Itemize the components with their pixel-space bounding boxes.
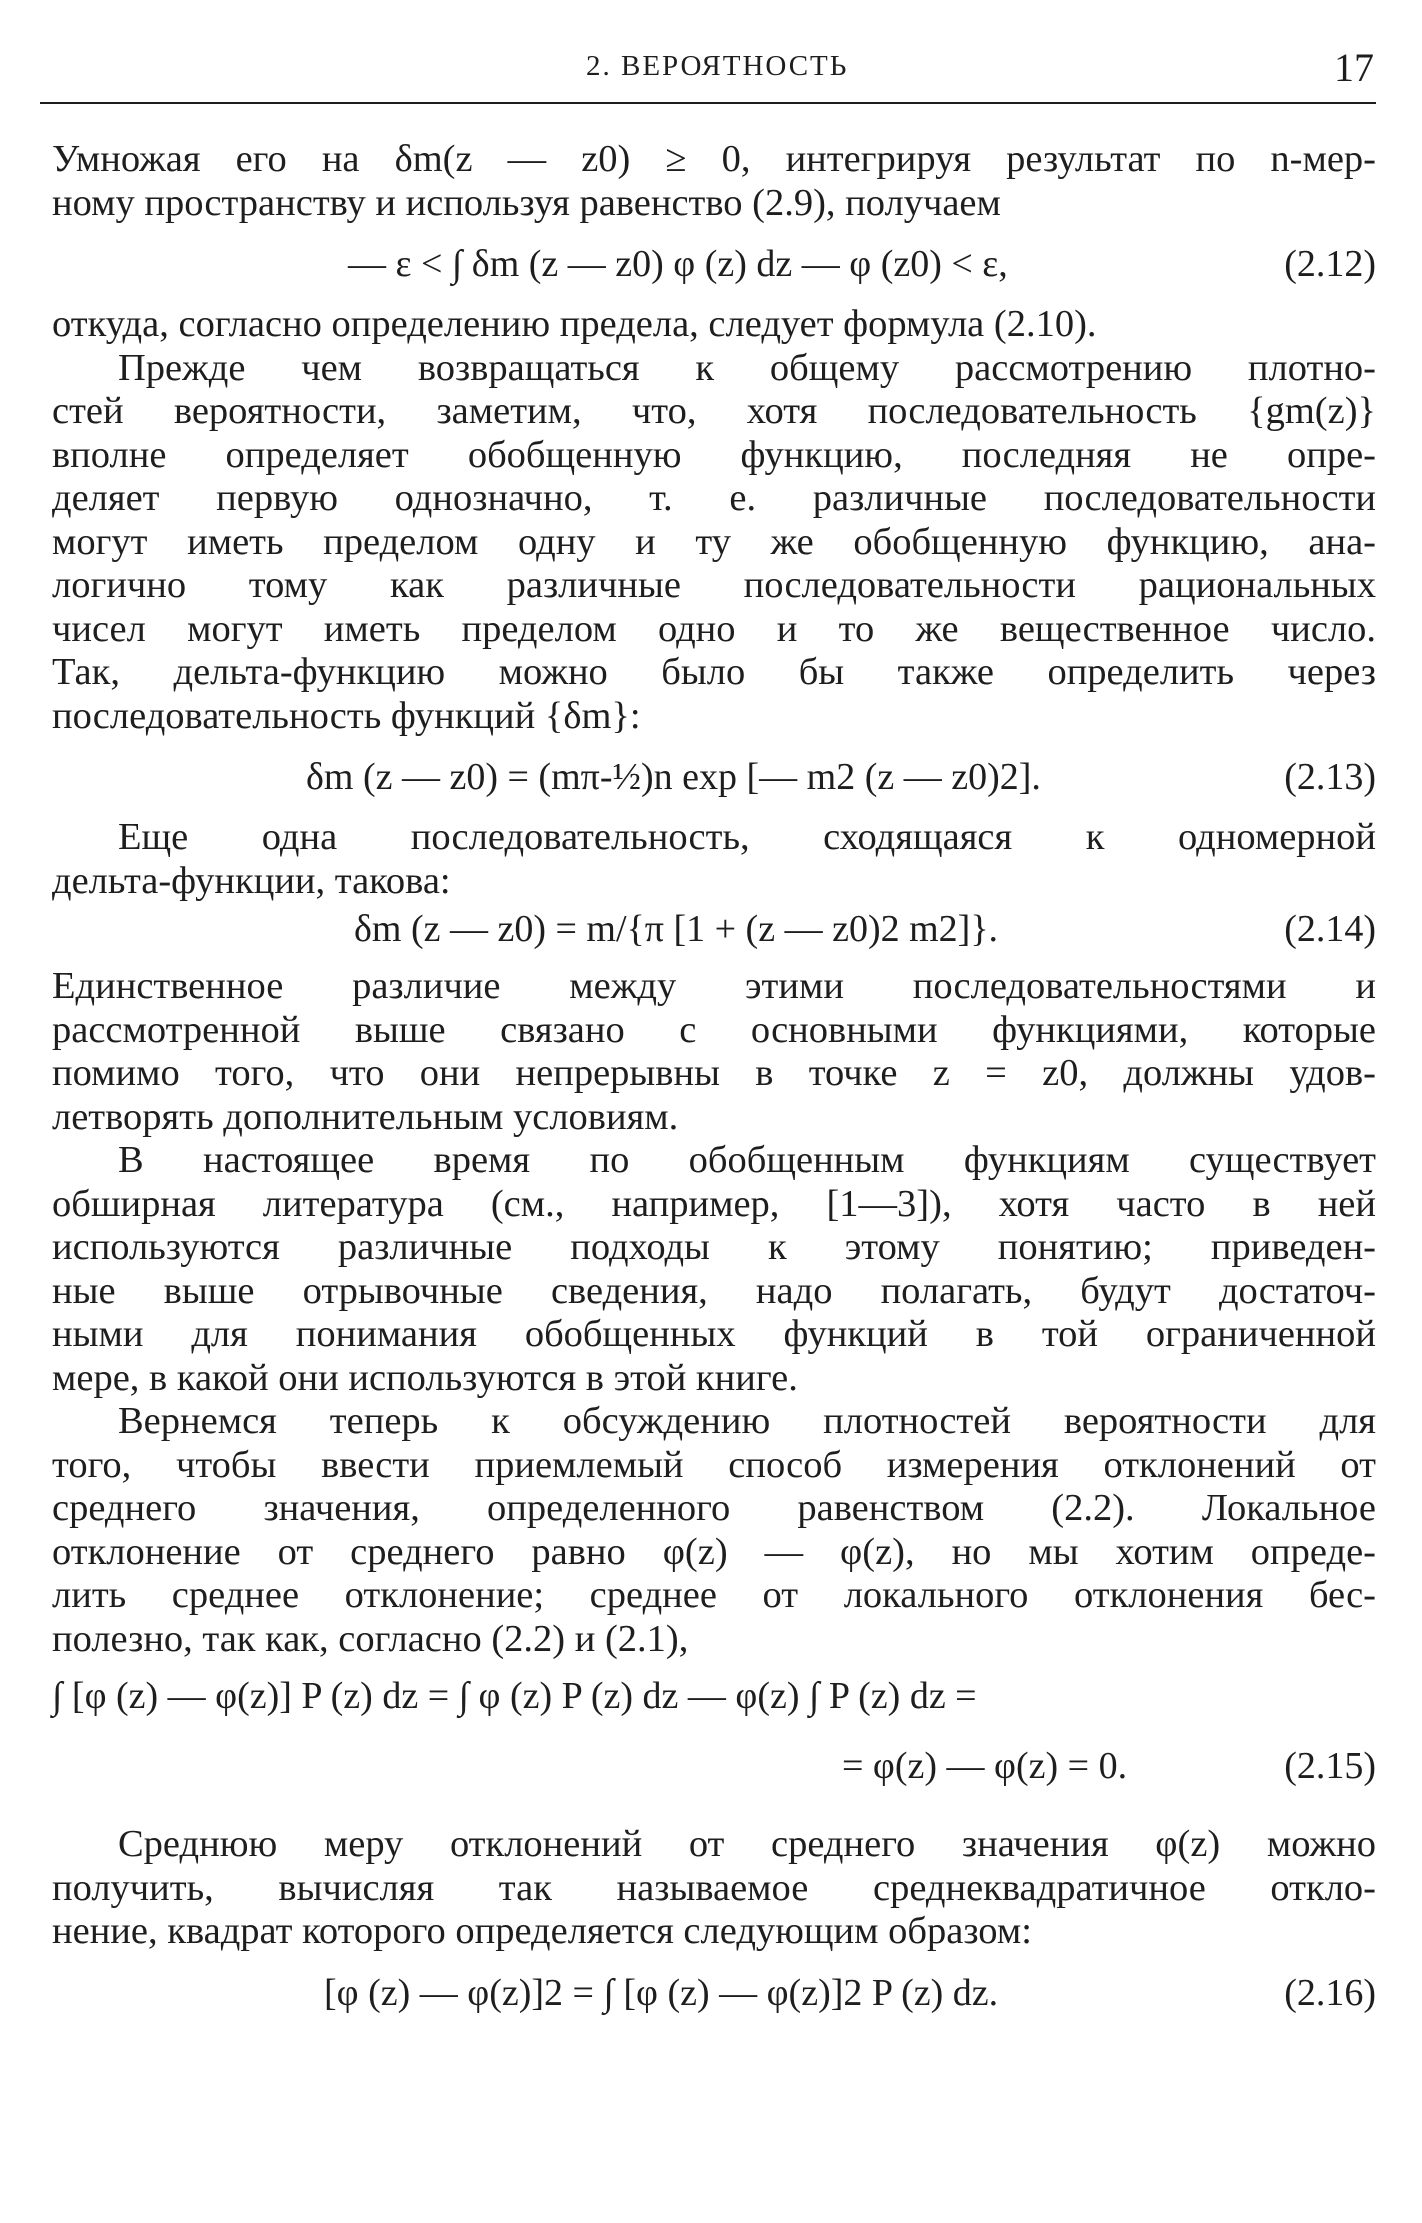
page-text: [52, 138, 1376, 2032]
text-line: Умножая его на δm(z — z0) ≥ 0, интегрируя результат по n-мер-: [52, 138, 1376, 180]
text-line: ному пространству и используя равенство (2.9), получаем: [52, 181, 1001, 224]
paragraph-1: [52, 138, 1376, 225]
text-line: нение, квадрат которого определяется следующим образом:: [52, 1910, 1032, 1952]
text-line: ные выше отрывочные сведения, надо полагать, будут достаточ-: [52, 1269, 1376, 1312]
equation-2-13: [52, 738, 1376, 816]
text-line: рассмотренной выше связано с основными функциями, которые: [52, 1008, 1376, 1051]
text-line: получить, вычисляя так называемое среднеквадратичное откло-: [52, 1866, 1376, 1909]
page-header: [0, 40, 1422, 90]
equation-formula: — ε < ∫ δm (z — z0) φ (z) dz — φ (z0) < ε,: [348, 243, 1008, 285]
equation-number: (2.16): [1284, 1971, 1376, 2014]
equation-number: (2.15): [1284, 1745, 1376, 1787]
text-line: деляет первую однозначно, т. е. различные последовательности: [52, 477, 1376, 519]
equation-formula: [φ (z) — φ(z)]2 = ∫ [φ (z) — φ(z)]2 P (z) dz.: [324, 1971, 999, 2014]
text-line: Единственное различие между этими последовательностями и: [52, 965, 1376, 1007]
text-line: лить среднее отклонение; среднее от локального отклонения бес-: [52, 1574, 1376, 1616]
page-number: 17: [1334, 45, 1374, 90]
text-line: среднего значения, определенного равенством (2.2). Локальное: [52, 1487, 1376, 1529]
paragraph-6: [52, 1139, 1376, 1400]
text-line: стей вероятности, заметим, что, хотя последовательность {gm(z)}: [52, 390, 1376, 432]
header-rule: [40, 102, 1376, 104]
equation-2-16: [52, 1954, 1376, 2032]
text-line: Так, дельта-функцию можно было бы также определить через: [52, 651, 1376, 693]
equation-number: (2.14): [1284, 908, 1376, 950]
text-line: летворять дополнительным условиям.: [52, 1095, 679, 1138]
text-line: Еще одна последовательность, сходящаяся к одномерной: [118, 816, 1376, 858]
equation-2-12: [52, 225, 1376, 303]
equation-formula: = φ(z) — φ(z) = 0.: [842, 1745, 1128, 1787]
paragraph-4: [52, 816, 1376, 903]
text-line: логично тому как различные последовательности рациональных: [52, 564, 1376, 606]
equation-formula: δm (z — z0) = (mπ-½)n exp [— m2 (z — z0)2].: [306, 756, 1041, 798]
equation-formula: ∫ [φ (z) — φ(z)] P (z) dz = ∫ φ (z) P (z) dz — φ(z) ∫ P (z) dz =: [52, 1675, 977, 1717]
text-line: отклонение от среднего равно φ(z) — φ(z), но мы хотим опреде-: [52, 1530, 1376, 1573]
text-line: Прежде чем возвращаться к общему рассмотрению плотно-: [118, 346, 1376, 389]
running-head: 2. ВЕРОЯТНОСТЬ: [586, 50, 849, 82]
text-line: откуда, согласно определению предела, следует формула (2.10).: [52, 303, 1097, 345]
text-line: чисел могут иметь пределом одно и то же вещественное число.: [52, 607, 1376, 650]
text-line: дельта-функции, такова:: [52, 859, 451, 902]
paragraph-2: [52, 303, 1376, 347]
equation-2-15-line-2: [52, 1731, 1376, 1801]
equation-formula: δm (z — z0) = m/{π [1 + (z — z0)2 m2]}.: [354, 908, 999, 950]
text-line: В настоящее время по обобщенным функциям существует: [118, 1139, 1376, 1181]
paragraph-3: [52, 347, 1376, 739]
text-line: Среднюю меру отклонений от среднего значения φ(z) можно: [118, 1823, 1376, 1865]
text-line: мере, в какой они используются в этой книге.: [52, 1356, 798, 1399]
text-line: ными для понимания обобщенных функций в той ограниченной: [52, 1313, 1376, 1355]
spacer: [52, 955, 1376, 965]
equation-number: (2.12): [1284, 243, 1376, 285]
paragraph-7: [52, 1400, 1376, 1661]
text-line: обширная литература (см., например, [1—3]), хотя часто в ней: [52, 1182, 1376, 1225]
spacer: [52, 1801, 1376, 1823]
equation-2-14: [52, 903, 1376, 955]
text-line: используются различные подходы к этому понятию; приведен-: [52, 1226, 1376, 1268]
text-line: последовательность функций {δm}:: [52, 694, 641, 737]
text-line: того, чтобы ввести приемлемый способ измерения отклонений от: [52, 1443, 1376, 1486]
text-line: полезно, так как, согласно (2.2) и (2.1),: [52, 1617, 689, 1660]
text-line: Вернемся теперь к обсуждению плотностей вероятности для: [118, 1400, 1376, 1442]
text-line: помимо того, что они непрерывны в точке z = z0, должны удов-: [52, 1052, 1376, 1094]
text-line: могут иметь пределом одну и ту же обобщенную функцию, ана-: [52, 520, 1376, 563]
equation-number: (2.13): [1284, 756, 1376, 798]
paragraph-8: [52, 1823, 1376, 1954]
text-line: вполне определяет обобщенную функцию, последняя не опре-: [52, 433, 1376, 476]
paragraph-5: [52, 965, 1376, 1139]
equation-2-15-line-1: [52, 1661, 1376, 1731]
